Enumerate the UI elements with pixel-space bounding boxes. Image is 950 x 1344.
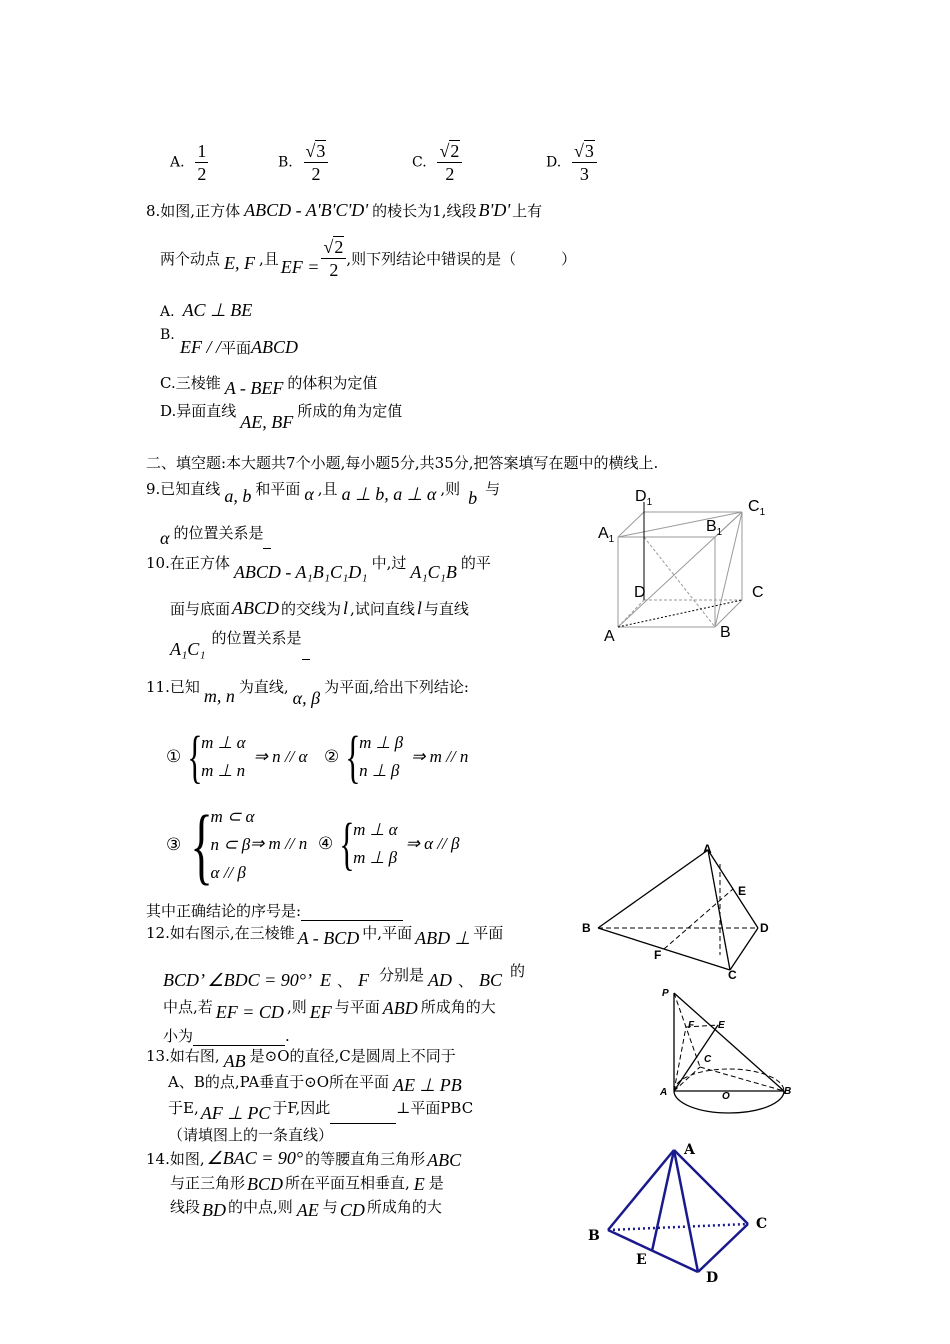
pyramid-label-d: D: [706, 1270, 719, 1286]
pyramid-label-e: E: [636, 1252, 647, 1268]
q8-line1: 8.如图,正方体 ABCD - A'B'C'D' 的棱长为1,线段 B'D' 上有: [146, 200, 543, 220]
cone-label-a: A: [660, 1087, 668, 1098]
tetra-label-c: C: [728, 968, 737, 982]
cube-label-d: D: [634, 584, 646, 601]
cone-label-e: E: [718, 1020, 725, 1031]
fraction: $\frac{1}{2}$: [197, 141, 207, 184]
option-label: B.: [278, 154, 293, 171]
fraction: $\frac{√2}{2}$: [321, 236, 346, 281]
q9-line1: 9.已知直线 a, b 和平面 α ,且 a ⊥ b, a ⊥ α ,则 b 与: [146, 480, 501, 508]
tetra-label-f: F: [654, 948, 662, 962]
tetra-label-d: D: [760, 921, 769, 935]
tetra-label-a: A: [703, 842, 712, 856]
q12-line3: 中点,若 EF = CD ,则 EF 与平面 ABD 所成角的大: [163, 998, 496, 1022]
q11-conclusion-3: ③ { m ⊂ α n ⊂ β α // β: [166, 797, 255, 893]
pyramid-figure: [586, 1140, 766, 1280]
q11-conclusion-3-result: ⇒ m // n: [250, 834, 308, 853]
q9-line2: α 的位置关系是: [160, 522, 271, 549]
tetra-label-b: B: [582, 921, 591, 935]
cone-label-c: C: [704, 1054, 712, 1065]
q12-line4: 小为 .: [163, 1027, 290, 1045]
cone-label-b: B: [784, 1086, 792, 1097]
cube-label-b1: $B_1$: [706, 518, 723, 539]
q13-line1: 13.如右图, AB 是⊙O的直径,C是圆周上不同于: [146, 1047, 456, 1071]
q10-line2: 面与底面 ABCD 的交线为 l ,试问直线 l 与直线: [170, 598, 469, 618]
pyramid-label-c: C: [756, 1216, 768, 1232]
cone-label-f: F: [688, 1020, 695, 1031]
answer-blank[interactable]: [301, 906, 403, 921]
option-label: D.: [546, 154, 562, 171]
left-brace: {: [339, 811, 355, 876]
q8-option-c: C.三棱锥 A - BEF 的体积为定值: [160, 374, 378, 398]
tetra-label-e: E: [738, 884, 747, 898]
q14-line2: 与正三角形 BCD 所在平面互相垂直, E 是: [170, 1174, 444, 1194]
q13-line2: A、B的点,PA垂直于⊙O所在平面 AE ⊥ PB: [168, 1073, 462, 1095]
q13-line3: 于E, AF ⊥ PC 于F,因此 ⊥平面PBC: [168, 1099, 474, 1123]
left-brace: {: [345, 724, 361, 789]
answer-blank[interactable]: [263, 548, 271, 549]
q13-line4: （请填图上的一条直线）: [168, 1126, 334, 1144]
cube-label-a: A: [604, 628, 615, 645]
q8-option-b: EF / /平面ABCD: [180, 337, 299, 357]
q8-option-a: A. AC ⊥ BE: [160, 300, 253, 320]
option-label: A.: [170, 154, 185, 171]
q7-option-d: [546, 140, 597, 185]
q14-line3: 线段 BD 的中点,则 AE 与 CD 所成角的大: [170, 1198, 442, 1220]
q8-option-b-label: B.: [160, 327, 175, 343]
fraction: $\frac{√3}{3}$: [572, 140, 597, 185]
q8-option-d: D.异面直线AE, BF所成的角为定值: [160, 402, 403, 432]
option-label: C.: [412, 154, 427, 171]
q8-line2: 两个动点 E, F ,且 EF = $\frac{√2}{2}$ ,则下列结论中错误的是（ ）: [160, 237, 577, 280]
answer-blank[interactable]: [193, 1031, 285, 1046]
q11-conclusion-1: ① { m ⊥ α m ⊥ n ⇒ n // α: [166, 724, 308, 789]
cone-label-o: O: [722, 1091, 730, 1102]
q14-line1: 14.如图, ∠BAC = 90° 的等腰直角三角形 ABC: [146, 1148, 462, 1170]
cube-label-b: B: [720, 624, 731, 641]
q11-answer: 其中正确结论的序号是:: [146, 900, 403, 921]
answer-blank[interactable]: [302, 659, 310, 660]
pyramid-label-a: A: [684, 1142, 695, 1158]
fraction: $\frac{√2}{2}$: [437, 140, 462, 185]
q7-option-b: [278, 140, 328, 185]
cube-label-a1: $A_1$: [598, 525, 615, 546]
q7-option-a: [170, 140, 208, 185]
q7-option-c: [412, 140, 462, 185]
cone-label-p: P: [662, 988, 669, 999]
answer-blank[interactable]: [330, 1111, 396, 1124]
fraction: $\frac{√3}{2}$: [304, 140, 329, 185]
cone-figure: [656, 985, 796, 1125]
cube-label-c1: $C_1$: [748, 498, 766, 519]
q12-line2: BCD’ ∠BDC = 90°’ E 、 F 分别是 AD 、 BC 的: [163, 962, 526, 990]
tetrahedron-figure: [580, 840, 780, 980]
left-brace: {: [187, 724, 203, 789]
pyramid-label-b: B: [588, 1228, 600, 1244]
q11-conclusion-4: ④ { m ⊥ α m ⊥ β ⇒ α // β: [318, 811, 460, 876]
q10-line1: 10.在正方体 ABCD - A₁B₁C₁D₁ 中,过 A₁C₁B 的平: [146, 554, 491, 582]
q10-line3: A₁C₁的位置关系是: [170, 627, 310, 660]
section-heading: 二、填空题:本大题共7个小题,每小题5分,共35分,把答案填写在题中的横线上.: [146, 454, 659, 472]
q12-line1: 12.如右图示,在三棱锥 A - BCD 中,平面 ABD ⊥ 平面: [146, 924, 504, 948]
q11-stem: 11.已知 m, n 为直线,α, β为平面,给出下列结论:: [146, 678, 469, 708]
q11-conclusion-2: ② { m ⊥ β n ⊥ β ⇒ m // n: [324, 724, 469, 789]
cube-label-c: C: [752, 584, 764, 601]
cube-label-d1: $D_1$: [635, 488, 653, 509]
left-brace: {: [190, 797, 214, 893]
